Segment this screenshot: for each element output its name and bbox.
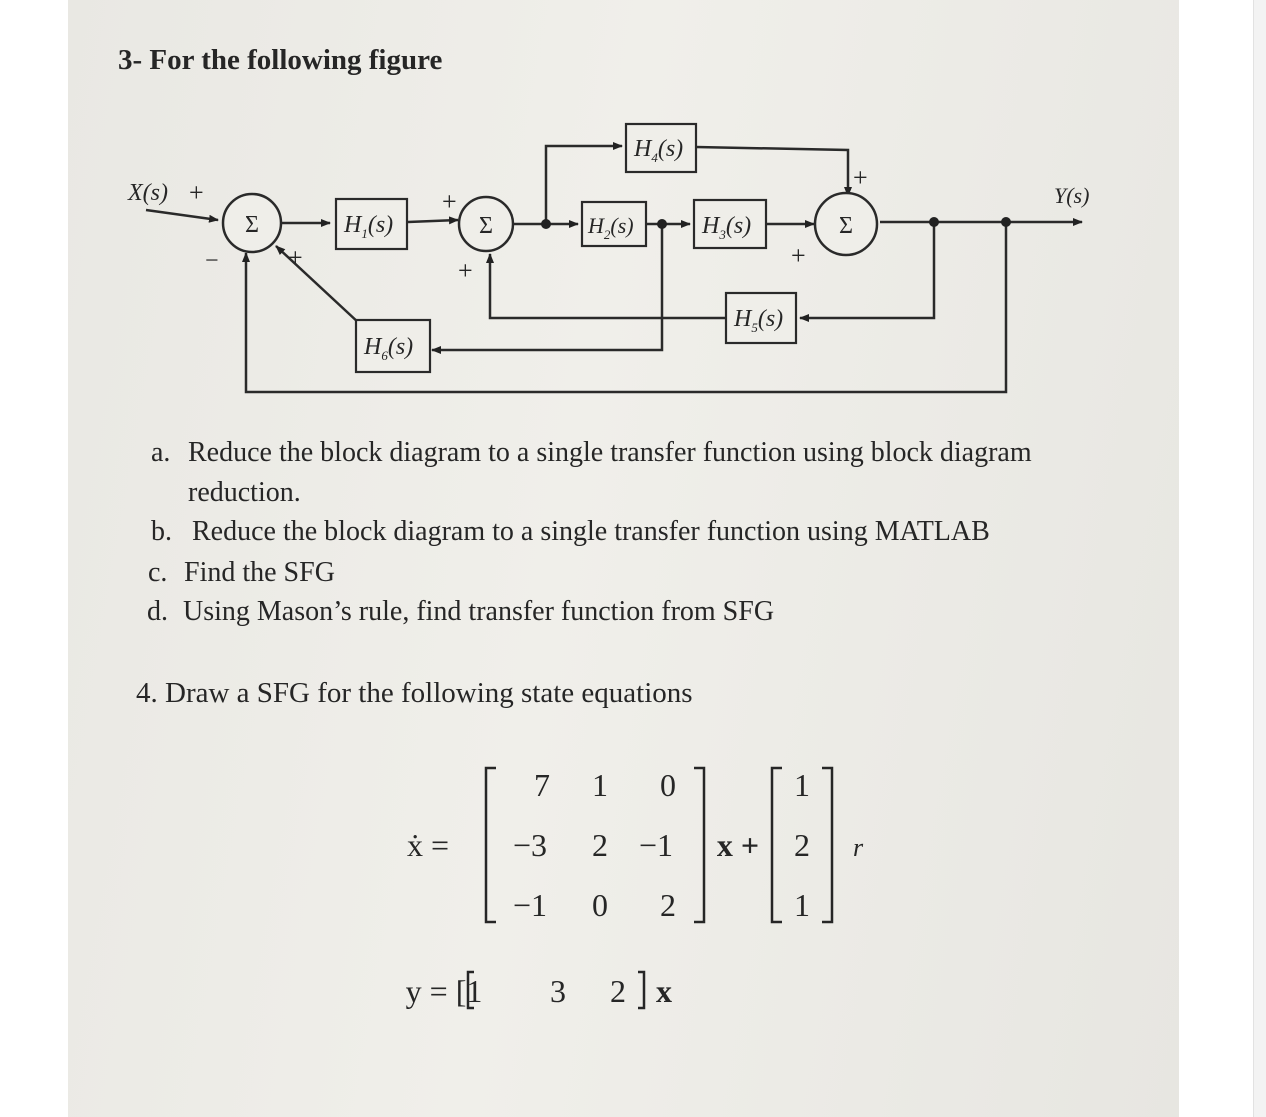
matrix-a-cell: 2	[660, 887, 676, 923]
output-label: Y(s)	[1054, 183, 1090, 208]
matrix-a-cell: 0	[660, 767, 676, 803]
matrix-a-left-bracket	[486, 768, 496, 922]
block-h6-label: $H_6(s)$	[364, 334, 414, 363]
state-equation	[380, 750, 900, 1040]
part-c-letter: c.	[148, 557, 168, 588]
sign-minus: −	[205, 248, 219, 274]
input-r: r	[852, 833, 864, 862]
problem4-heading: 4. Draw a SFG for the following state equations	[136, 677, 693, 709]
input-label: X(s)	[128, 180, 168, 206]
block-h2-label: $H_2(s)$	[588, 213, 634, 242]
matrix-c-cell: 2	[610, 973, 626, 1009]
part-d-text: Using Mason’s rule, find transfer function from SFG	[183, 596, 775, 627]
block-h4-label: $H_4(s)$	[634, 136, 684, 165]
matrix-c-cell: 3	[550, 973, 566, 1009]
node-dot	[929, 217, 939, 227]
wire-h5-s2	[490, 254, 726, 318]
matrix-a-cell: 7	[534, 767, 550, 803]
part-b-letter: b.	[151, 516, 172, 547]
block-h1-label: $H_1(s)$	[344, 212, 394, 241]
matrix-a-cell: 1	[592, 767, 608, 803]
vector-b-left-bracket	[772, 768, 782, 922]
sigma-1: Σ	[245, 212, 259, 238]
part-a-text-continued: reduction.	[188, 477, 301, 508]
matrix-c-right-bracket	[638, 972, 644, 1008]
node-dot	[541, 219, 551, 229]
vector-b-cell: 2	[794, 827, 810, 863]
part-d-letter: d.	[147, 596, 168, 627]
matrix-a-cell: −1	[512, 887, 548, 923]
sigma-3: Σ	[839, 213, 853, 239]
input-line	[146, 210, 218, 220]
node-dot	[1001, 217, 1011, 227]
sign-plus: +	[288, 243, 303, 272]
matrix-a-cell: −1	[638, 827, 674, 863]
sign-plus: +	[791, 241, 806, 270]
matrix-a-cell: 2	[592, 827, 608, 863]
sign-plus: +	[853, 163, 868, 192]
block-h5-label: $H_5(s)$	[734, 306, 784, 335]
block-h3-label: $H_3(s)$	[702, 213, 752, 242]
vector-b-cell: 1	[794, 887, 810, 923]
y-lhs: y = [1	[405, 973, 483, 1009]
wire-h4-s3	[696, 147, 848, 196]
vector-b-right-bracket	[822, 768, 832, 922]
node-dot	[657, 219, 667, 229]
part-c-text: Find the SFG	[184, 557, 335, 588]
sigma-2: Σ	[479, 213, 493, 239]
sign-plus: +	[458, 256, 473, 285]
xdot-lhs: ẋ =	[406, 827, 450, 863]
part-a-letter: a.	[151, 437, 171, 468]
sign-plus: +	[442, 187, 457, 216]
matrix-a-cell: 0	[592, 887, 608, 923]
problem3-heading: 3- For the following figure	[118, 44, 443, 76]
block-diagram	[0, 0, 1266, 420]
sign-plus: +	[189, 178, 204, 207]
vector-b-cell: 1	[794, 767, 810, 803]
x-plus: x +	[716, 827, 760, 863]
y-x: x	[656, 973, 672, 1009]
part-b-text: Reduce the block diagram to a single transfer function using MATLAB	[192, 516, 990, 547]
matrix-a-cell: −3	[512, 827, 548, 863]
wire-h1-s2	[408, 220, 458, 222]
matrix-a-right-bracket	[694, 768, 704, 922]
part-a-text: Reduce the block diagram to a single transfer function using block diagram	[188, 437, 1032, 468]
